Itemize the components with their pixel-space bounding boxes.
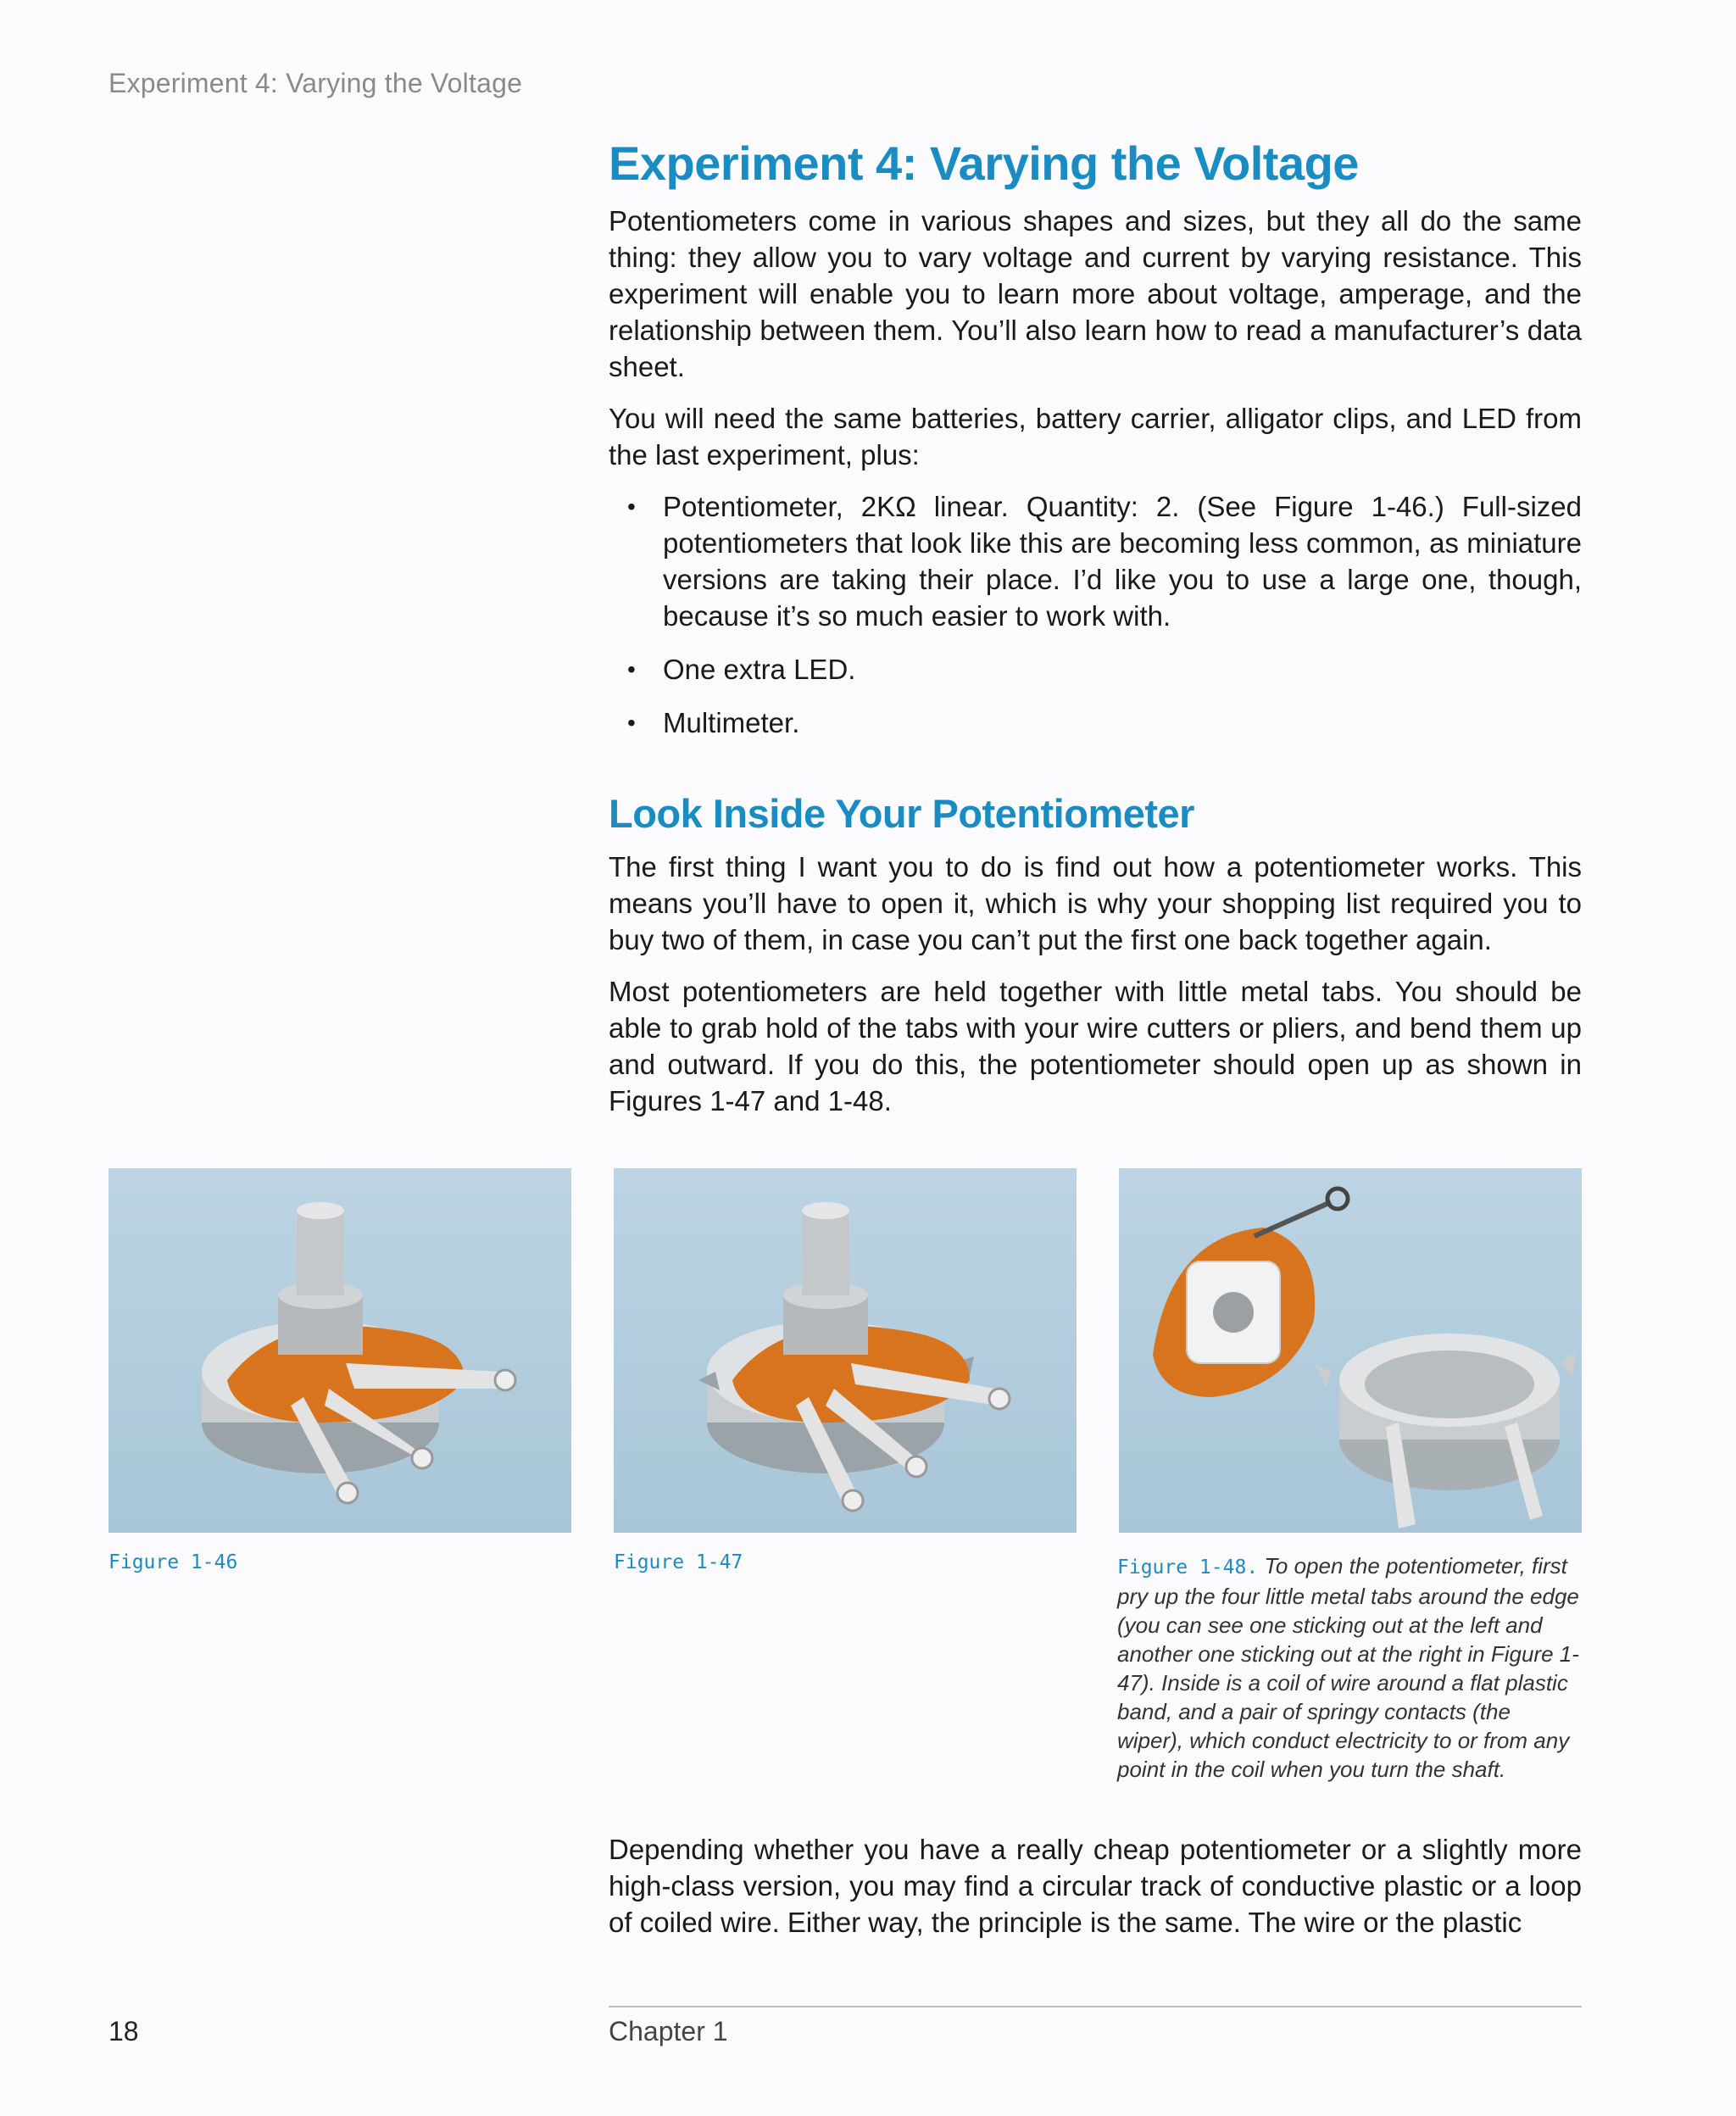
list-item: • One extra LED. [663,651,1582,688]
page-title: Experiment 4: Varying the Voltage [609,136,1359,190]
parts-list [609,488,1582,741]
bullet-icon: • [627,710,636,736]
list-item: • Potentiometer, 2KΩ linear. Quantity: 2. (See Figure 1-46.) Full-sized potentiometers that look like this are becoming less common, as miniature versions are taking their place. I’d like you to use a large one, though, because it’s so much easier to work with. [663,488,1582,634]
figure-1-46-caption: Figure 1-46 [108,1551,238,1573]
main-column [609,136,1582,1134]
figure-1-46-photo [108,1168,571,1533]
intro-paragraph-2: You will need the same batteries, battery carrier, alligator clips, and LED from the last experiment, plus: [609,403,1582,471]
chapter-label: Chapter 1 [609,2016,728,2046]
continuation-text [609,1831,1582,1956]
body-paragraph-2: Most potentiometers are held together with little metal tabs. You should be able to grab hold of the tabs with your wire cutters or pliers, and bend them up and outward. If you do this, the potentiometer should open up as shown in Figures 1-47 and 1-48. [609,976,1582,1116]
figure-1-47-photo [614,1168,1077,1533]
figure-1-47-caption: Figure 1-47 [614,1551,743,1573]
running-head: Experiment 4: Varying the Voltage [108,68,523,98]
list-item: • Multimeter. [663,704,1582,741]
figure-1-48-label: Figure 1-48. [1117,1556,1259,1579]
figure-1-48-photo [1119,1168,1582,1533]
section-heading: Look Inside Your Potentiometer [609,791,1194,836]
continuation-paragraph: Depending whether you have a really cheap potentiometer or a slightly more high-class version, you may find a circular track of conductive plastic or a loop of coiled wire. Either way, the principle is the same. The wire or the plastic [609,1834,1582,1938]
footer-rule [609,2006,1582,2007]
bullet-icon: • [627,656,636,682]
intro-paragraph-1: Potentiometers come in various shapes and sizes, but they all do the same thing: they allow you to vary voltage and current by varying resistance. This experiment will enable you to learn more about voltage, amperage, and the relationship between them. You’ll also learn how to read a manufacturer’s data sheet. [609,205,1582,382]
body-paragraph-1: The first thing I want you to do is find out how a potentiometer works. This means you’ll have to open it, which is why your shopping list required you to buy two of them, in case you can’t put the first one back together again. [609,851,1582,955]
bullet-icon: • [627,493,636,520]
figure-1-48-caption [1117,1551,1582,1784]
figure-1-48-text: To open the potentiometer, first pry up the four little metal tabs around the edge (you can see one sticking out at the left and another one sticking out at the right in Figure 1-47). Inside is a coil of wire around a flat plastic band, and a pair of springy contacts (the wiper), which conduct electricity to or from any point in the coil when you turn the shaft. [1117,1553,1579,1782]
page-number: 18 [108,2016,139,2046]
